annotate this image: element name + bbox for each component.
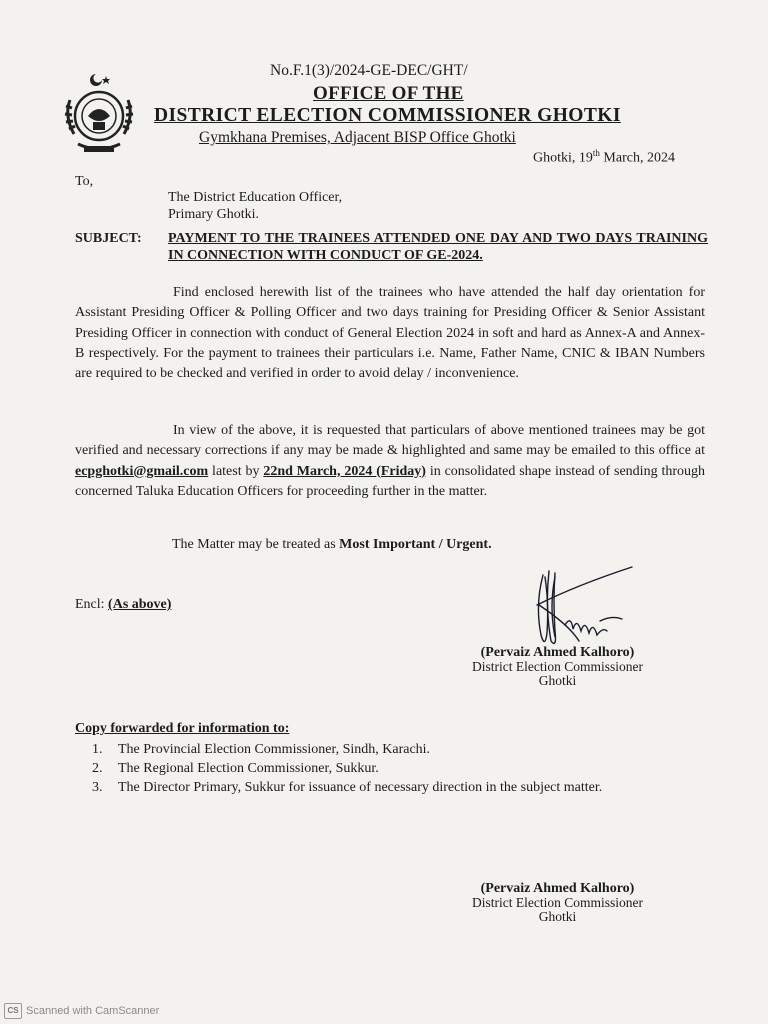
letter-date: Ghotki, 19th March, 2024 bbox=[533, 148, 675, 166]
signatory-designation: District Election Commissioner bbox=[472, 895, 643, 910]
copy-forwarded-title: Copy forwarded for information to: bbox=[75, 721, 290, 736]
recipient-line-1: The District Education Officer, bbox=[168, 190, 343, 205]
body-paragraph-3: The Matter may be treated as Most Important / Urgent. bbox=[172, 537, 492, 552]
subject-text: PAYMENT TO THE TRAINEES ATTENDED ONE DAY AND TWO DAYS TRAINING IN CONNECTION WITH CONDUCT OF GE-2024. bbox=[168, 231, 708, 263]
signatory-name: (Pervaiz Ahmed Kalhoro) bbox=[480, 881, 635, 896]
list-item: 2. The Regional Election Commissioner, Sukkur. bbox=[92, 761, 379, 776]
list-item: 3. The Director Primary, Sukkur for issuance of necessary direction in the subject matter. bbox=[92, 780, 603, 795]
body-paragraph-2: In view of the above, it is requested that particulars of above mentioned trainees may be got verified and necessary corrections if any may be made & highlighted and same may be emailed to this office at ecpghotki@gmail.com latest by 22nd March, 2024 (Friday) in consolidated shape instead of sending through concerned Taluka Education Officers for proceeding further in the matter. bbox=[75, 423, 705, 499]
watermark-text: Scanned with CamScanner bbox=[26, 1005, 160, 1017]
office-address: Gymkhana Premises, Adjacent BISP Office Ghotki bbox=[199, 129, 516, 146]
list-item: 1. The Provincial Election Commissioner, Sindh, Karachi. bbox=[92, 742, 431, 757]
contact-email: ecpghotki@gmail.com bbox=[75, 463, 209, 479]
enclosure-note: Encl: (As above) bbox=[75, 597, 172, 612]
deadline-date: 22nd March, 2024 (Friday) bbox=[263, 463, 426, 479]
office-title: OFFICE OF THE bbox=[313, 83, 464, 104]
signature-block-2 bbox=[445, 882, 670, 924]
scanner-watermark bbox=[4, 1003, 159, 1019]
ecp-emblem-icon bbox=[58, 70, 140, 156]
body-paragraph-1: Find enclosed herewith list of the trainees who have attended the half day orientation for Assistant Presiding Officer & Polling Officer and two days training for Presiding Officer & Senior Assistant Presiding Officer in connection with conduct of General Election 2024 in soft and hard as Annex-A and Annex-B respectively. For the payment to trainees their particulars i.e. Name, Father Name, CNIC & IBAN Numbers are required to be checked and verified in order to avoid delay / inconvenience. bbox=[75, 285, 705, 382]
signatory-place: Ghotki bbox=[538, 909, 577, 924]
copy-recipient-list bbox=[92, 740, 707, 797]
file-number: No.F.1(3)/2024-GE-DEC/GHT/ bbox=[270, 62, 468, 79]
signatory-name: (Pervaiz Ahmed Kalhoro) bbox=[480, 645, 635, 660]
camscanner-icon: CS bbox=[4, 1003, 22, 1019]
office-name: DISTRICT ELECTION COMMISSIONER GHOTKI bbox=[154, 105, 621, 126]
recipient-line-2: Primary Ghotki. bbox=[168, 207, 259, 222]
to-label: To, bbox=[75, 174, 94, 189]
signature-block-1 bbox=[445, 646, 670, 688]
signatory-place: Ghotki bbox=[538, 673, 577, 688]
subject-label: SUBJECT: bbox=[75, 231, 142, 246]
signatory-designation: District Election Commissioner bbox=[472, 659, 643, 674]
